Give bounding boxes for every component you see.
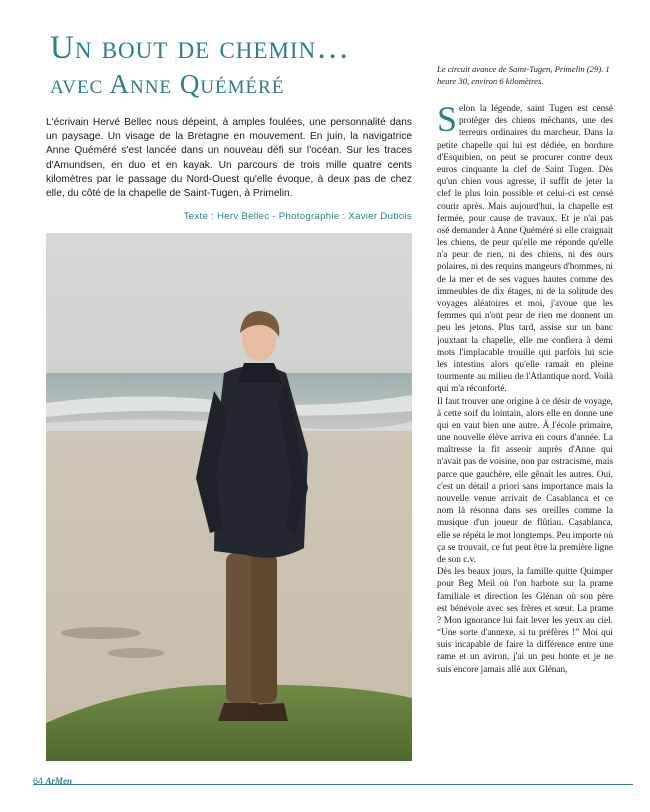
credits-line: Texte : Herv Bellec - Photographie : Xavier Dubois	[183, 211, 412, 222]
body-paragraph-1	[437, 103, 613, 396]
body-paragraph-3: Dès les beaux jours, la famille quitte Quimper pour Beg Meil où l'on barbote sur la prame familiale et direction les Glénan où son père est bénévole avec ses frères et sœur. La prame ? Mon ignorance lui fait lever les yeux au ciel. “Une sorte d'annexe, si tu préfères !” Moi qui suis incapable de faire la différence entre une rame et un aviron, j'ai un peu honte et je ne suis encore jamais allé aux Glénan,	[437, 567, 613, 675]
body-paragraph-2: Il faut trouver une origine à ce désir de voyage, à cette soif du lointain, alors elle en donne une qui en vaut bien une autre. À l'école primaire, une nouvelle élève arriva en cours d'année. La maîtresse la fit asseoir auprès d'Anne qui n'avait pas de voisine, non par ostracisme, mais parce que gauchère, elle gênait les autres. Oui, c'est un détail a priori sans importance mais la nouvelle venue arrivait de Casablanca et ce nom là résonna dans ses oreilles comme la musique d'un joueur de flûtiau. Casablanca, elle se répéta le mot longtemps. Peu importe où ça se trouvait, ce fut peut être la première ligne de son c.v.	[437, 396, 613, 565]
title-line-2: avec Anne Quéméré	[50, 69, 285, 99]
folio	[33, 776, 72, 786]
beach-portrait-illustration	[46, 233, 412, 761]
photo-caption: Le circuit avance de Saint-Tugen, Primelin (29). 1 heure 30, environ 6 kilomètres.	[437, 64, 610, 86]
footer-rule	[33, 784, 633, 785]
article-title	[50, 32, 430, 98]
title-line-1: Un bout de chemin…	[50, 30, 351, 66]
drop-cap: S	[437, 103, 458, 139]
magazine-name: ArMen	[45, 776, 73, 786]
intro-paragraph: L'écrivain Hervé Bellec nous dépeint, à amples foulées, une personnalité dans un paysage. Un visage de la Bretagne en mouvement. En juin, la navigatrice Anne Quéméré s'est lancée dans un nouveau défi sur l'océan. Sur les traces d'Amundsen, en duo et en kayak. Un parcours de trois mille quatre cents kilomètres par le passage du Nord-Ouest qu'elle évoque, à deux pas de chez elle, du côté de la chapelle de Saint-Tugen, à Primelin.	[46, 117, 412, 200]
body-column	[437, 103, 613, 765]
page-number: 64	[33, 776, 44, 786]
portrait-photo	[46, 233, 412, 761]
body-paragraph-1-text: elon la légende, saint Tugen est censé protéger des chiens méchants, une des terreurs ordinaires du marcheur. Dans la petite chapelle qui lui est dédiée, en bordure d'Esquibien, on peut se procurer contre deux euros cinquante la clef de Saint Tugen. Dès qu'un chien vous agresse, il suffit de jeter la clef le plus loin possible et celui-ci est censé courir après. Mais aujourd'hui, la chapelle est fermée, pour cause de travaux. Et je n'ai pas osé demander à Anne Quéméré si elle craignait les chiens, de peur qu'elle me réponde qu'elle n'a peur de rien, ni des chiens, ni des ours polaires, ni des requins mangeurs d'hommes, ni de la mer et de ses vagues hautes comme des immeubles de dix étages, ni de la solitude des voyages aléatoires et moi, j'avoue que les femmes qui n'ont peur de rien me donnent un peu les jetons. Plus tard, assise sur un banc jouxtant la chapelle, elle me confiera à demi mots l'implacable trouille qui parfois lui scie les intestins alors qu'elle ramait en pleine tourmente au milieu de l'Atlantique nord. Voilà qui m'a réconforté.	[437, 104, 613, 395]
